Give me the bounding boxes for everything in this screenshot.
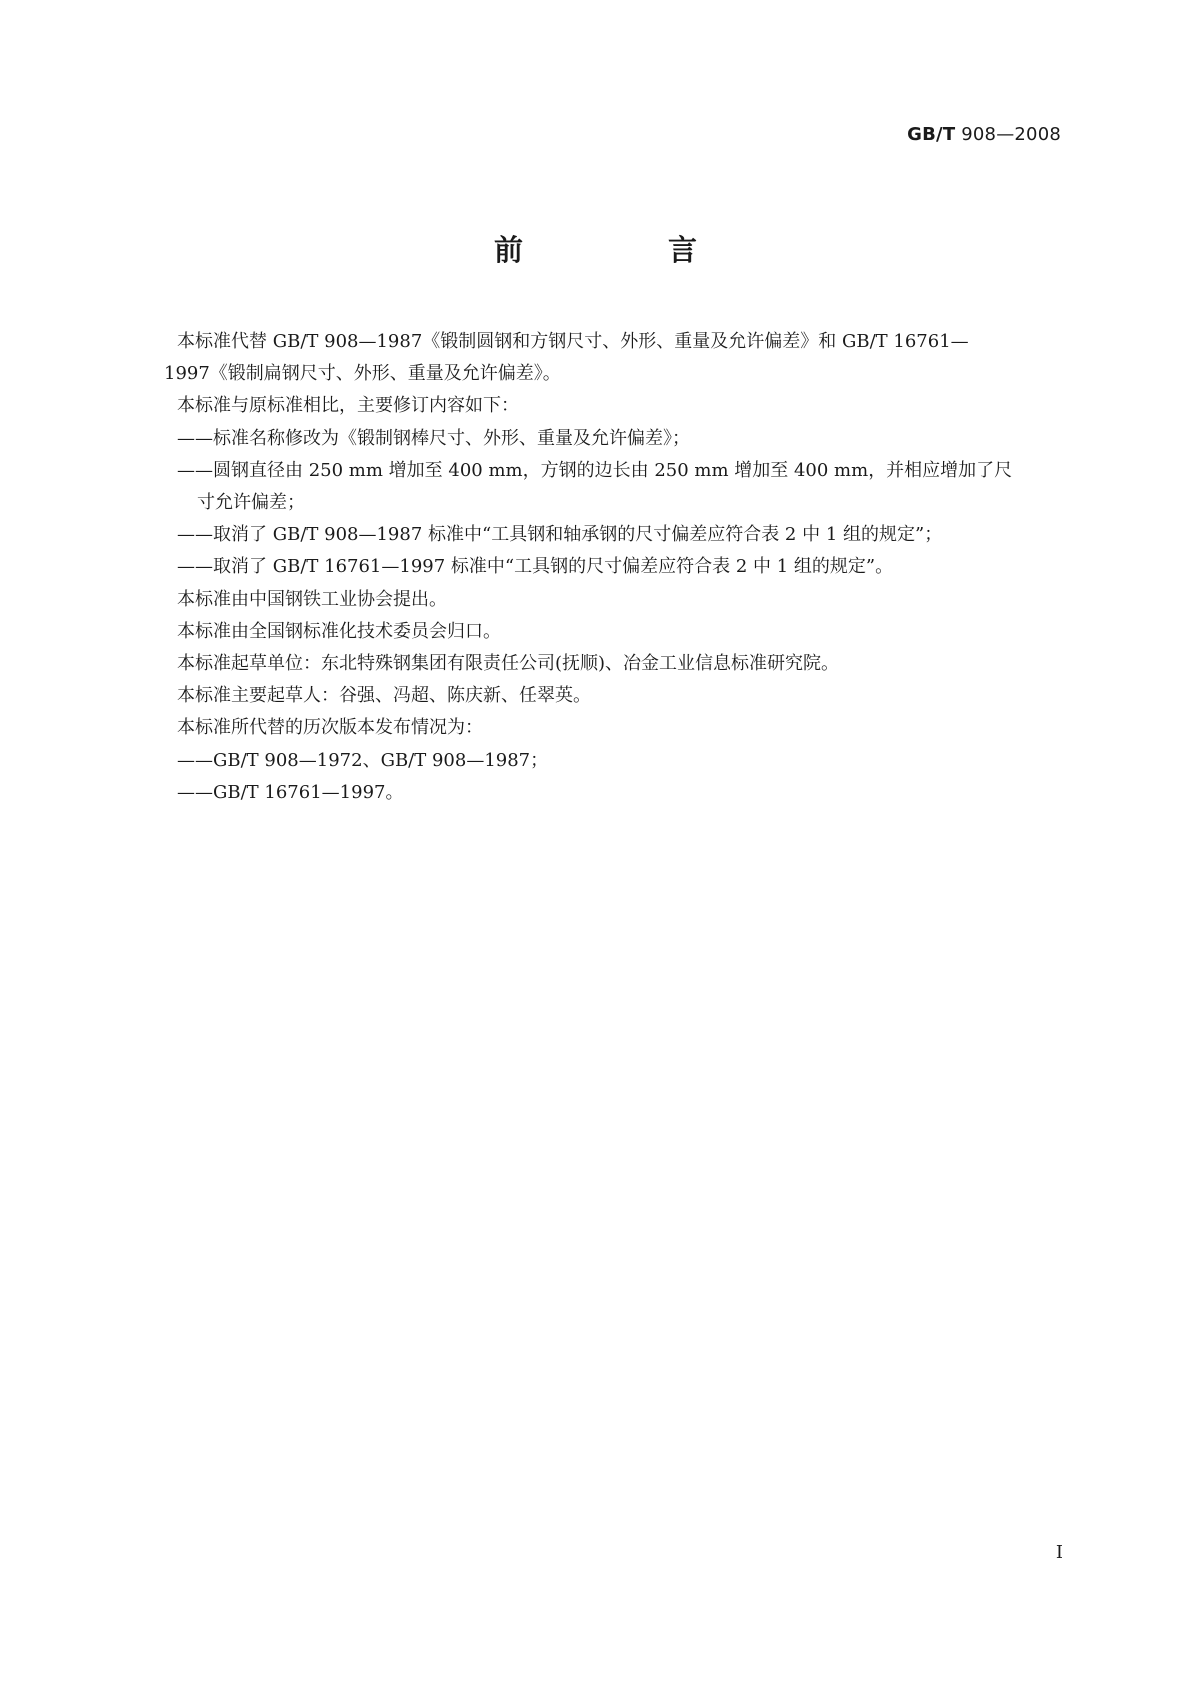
paragraph-drafting-units: 本标准起草单位：东北特殊钢集团有限责任公司(抚顺)、冶金工业信息标准研究院。 — [177, 653, 840, 675]
list-item-cancel-908: ——取消了 GB/T 908—1987 标准中“工具钢和轴承钢的尺寸偏差应符合表 2 中 1 组的规定”； — [177, 524, 943, 546]
paragraph-drafters: 本标准主要起草人：谷强、冯超、陈庆新、任翠英。 — [177, 685, 591, 707]
paragraph-centralized-by: 本标准由全国钢标准化技术委员会归口。 — [177, 620, 501, 642]
paragraph-history-intro: 本标准所代替的历次版本发布情况为： — [177, 717, 483, 739]
list-item-diameter-line1: ——圆钢直径由 250 mm 增加至 400 mm，方钢的边长由 250 mm 增加至 400 mm，并相应增加了尺 — [177, 459, 1013, 481]
foreword-body — [164, 326, 1063, 809]
page-number: I — [1055, 1542, 1063, 1563]
list-item-history-908: ——GB/T 908—1972、GB/T 908—1987； — [177, 749, 549, 771]
list-item-history-16761: ——GB/T 16761—1997。 — [177, 781, 404, 803]
list-item-cancel-16761: ——取消了 GB/T 16761—1997 标准中“工具钢的尺寸偏差应符合表 2 中 1 组的规定”。 — [177, 556, 894, 578]
list-item-title-change: ——标准名称修改为《锻制钢棒尺寸、外形、重量及允许偏差》； — [177, 427, 690, 449]
list-item-diameter-line2: 寸允许偏差； — [197, 492, 305, 514]
paragraph-replaces-line2: 1997《锻制扁钢尺寸、外形、重量及允许偏差》。 — [164, 363, 561, 385]
standard-code-number: 908—2008 — [961, 124, 1061, 145]
paragraph-proposed-by: 本标准由中国钢铁工业协会提出。 — [177, 588, 447, 610]
paragraph-changes-intro: 本标准与原标准相比，主要修订内容如下： — [177, 395, 519, 417]
paragraph-replaces-line1: 本标准代替 GB/T 908—1987《锻制圆钢和方钢尺寸、外形、重量及允许偏差》和 GB/T 16761— — [177, 331, 969, 352]
standard-code — [907, 124, 1061, 145]
page-title: 前 言 — [493, 233, 755, 267]
standard-code-prefix: GB/T — [907, 124, 956, 145]
